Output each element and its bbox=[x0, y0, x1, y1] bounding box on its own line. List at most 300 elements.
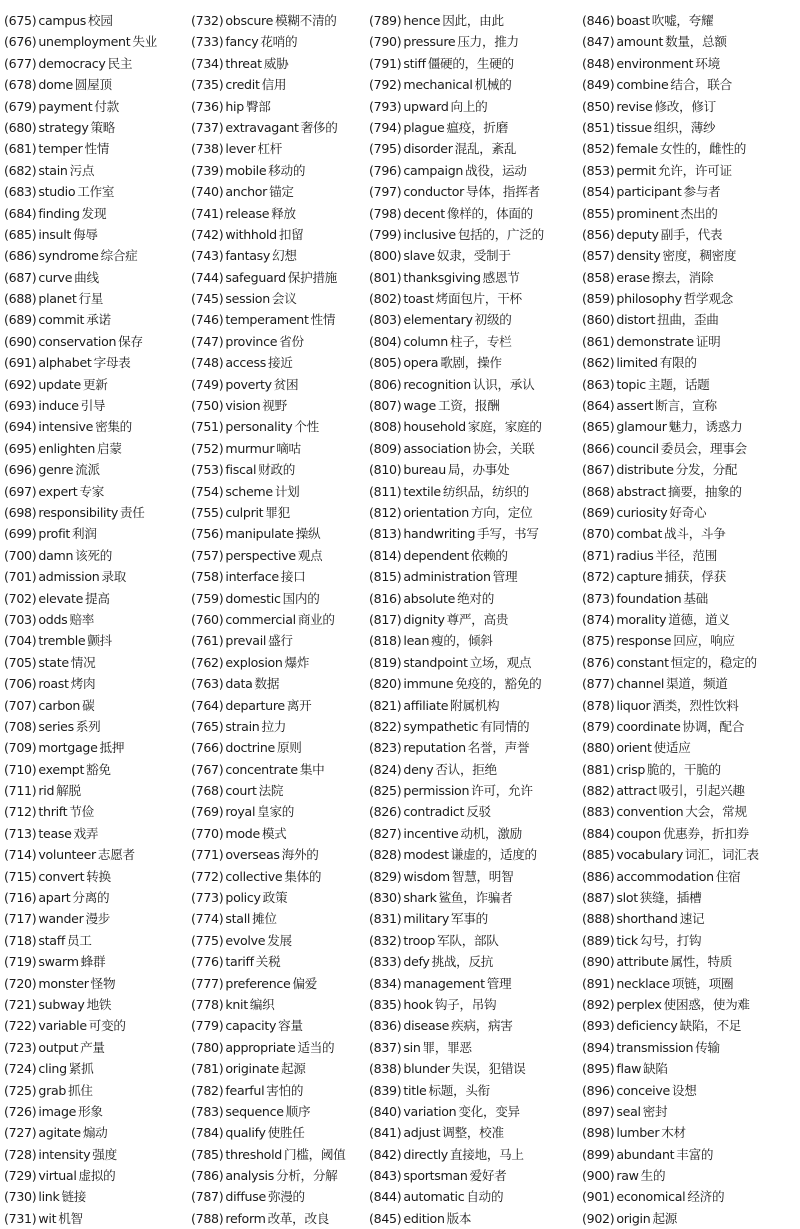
entry-word: opera bbox=[403, 355, 439, 371]
vocab-entry bbox=[369, 203, 579, 224]
entry-word: coupon bbox=[616, 825, 661, 841]
vocab-entry bbox=[4, 117, 188, 138]
vocab-entry bbox=[582, 459, 798, 480]
vocab-entry bbox=[191, 801, 367, 822]
entry-number: (739) bbox=[191, 162, 224, 178]
vocab-entry bbox=[4, 759, 188, 780]
entry-word: thanksgiving bbox=[403, 269, 481, 285]
vocab-entry bbox=[4, 74, 188, 95]
entry-word: odds bbox=[38, 611, 68, 627]
entry-meaning: 保存 bbox=[118, 333, 143, 349]
entry-word: rid bbox=[38, 783, 55, 799]
entry-word: sequence bbox=[225, 1103, 284, 1119]
entry-meaning: 军事的 bbox=[451, 911, 488, 927]
vocab-entry bbox=[4, 1015, 188, 1036]
vocab-entry bbox=[369, 267, 579, 288]
entry-word: session bbox=[225, 291, 270, 307]
entry-number: (785) bbox=[191, 1146, 224, 1162]
entry-number: (727) bbox=[4, 1125, 37, 1141]
entry-word: cling bbox=[38, 1061, 67, 1077]
vocab-entry bbox=[369, 1015, 579, 1036]
vocab-entry bbox=[582, 994, 798, 1015]
vocab-entry bbox=[4, 203, 188, 224]
entry-meaning: 机智 bbox=[58, 1210, 83, 1226]
entry-word: mobile bbox=[225, 162, 267, 178]
entry-word: modest bbox=[403, 847, 449, 863]
entry-number: (846) bbox=[582, 13, 615, 28]
entry-word: responsibility bbox=[38, 504, 119, 520]
entry-word: title bbox=[403, 1082, 427, 1098]
vocab-entry bbox=[4, 866, 188, 887]
entry-meaning: 酒类，烈性饮料 bbox=[652, 697, 739, 713]
entry-meaning: 集体的 bbox=[284, 868, 322, 884]
entry-number: (891) bbox=[582, 975, 615, 991]
vocab-entry bbox=[191, 74, 367, 95]
entry-word: abstract bbox=[616, 483, 666, 499]
entry-meaning: 脆的，干脆的 bbox=[647, 761, 721, 777]
entry-number: (852) bbox=[582, 141, 615, 157]
entry-meaning: 臀部 bbox=[245, 98, 271, 114]
entry-word: absolute bbox=[403, 590, 456, 606]
entry-number: (844) bbox=[369, 1189, 402, 1205]
entry-word: mechanical bbox=[403, 77, 473, 93]
entry-meaning: 字母表 bbox=[93, 355, 131, 371]
vocab-entry bbox=[582, 801, 798, 822]
entry-word: distribute bbox=[616, 462, 674, 478]
entry-word: data bbox=[225, 676, 253, 692]
entry-meaning: 属性，特质 bbox=[670, 954, 733, 970]
entry-word: stain bbox=[38, 162, 68, 178]
entry-meaning: 漫步 bbox=[85, 911, 111, 927]
vocab-entry bbox=[582, 203, 798, 224]
entry-number: (677) bbox=[4, 55, 37, 71]
entry-meaning: 解脱 bbox=[56, 783, 81, 799]
vocab-entry bbox=[191, 331, 367, 352]
entry-meaning: 擦去，消除 bbox=[651, 269, 714, 285]
vocab-entry bbox=[4, 10, 188, 31]
entry-word: credit bbox=[225, 77, 260, 93]
vocab-entry bbox=[191, 160, 367, 181]
entry-meaning: 信用 bbox=[261, 77, 287, 93]
vocab-entry bbox=[191, 759, 367, 780]
entry-number: (874) bbox=[582, 611, 615, 627]
entry-meaning: 录取 bbox=[101, 569, 127, 585]
entry-number: (778) bbox=[191, 996, 224, 1012]
vocab-entry bbox=[369, 1208, 579, 1229]
entry-word: directly bbox=[403, 1146, 448, 1162]
entry-meaning: 利润 bbox=[72, 526, 97, 542]
vocab-entry bbox=[369, 566, 579, 587]
entry-meaning: 挑战，反抗 bbox=[431, 954, 494, 970]
entry-number: (869) bbox=[582, 504, 615, 520]
entry-meaning: 吹嘘，夸耀 bbox=[651, 13, 714, 28]
vocab-entry bbox=[191, 1080, 367, 1101]
entry-word: dignity bbox=[403, 611, 445, 627]
entry-meaning: 强度 bbox=[92, 1146, 117, 1162]
entry-word: wit bbox=[38, 1210, 57, 1226]
entry-number: (703) bbox=[4, 611, 37, 627]
entry-number: (770) bbox=[191, 825, 224, 841]
entry-word: update bbox=[38, 376, 81, 392]
entry-number: (696) bbox=[4, 462, 37, 478]
entry-word: reputation bbox=[403, 740, 466, 756]
entry-number: (707) bbox=[4, 697, 37, 713]
vocab-entry bbox=[582, 545, 798, 566]
vocab-entry bbox=[4, 994, 188, 1015]
entry-word: curve bbox=[38, 269, 73, 285]
entry-number: (871) bbox=[582, 547, 615, 563]
entry-word: economical bbox=[616, 1189, 686, 1205]
vocab-entry bbox=[369, 994, 579, 1015]
vocab-entry bbox=[191, 716, 367, 737]
entry-meaning: 模糊不清的 bbox=[275, 13, 337, 28]
entry-number: (686) bbox=[4, 248, 37, 264]
entry-number: (810) bbox=[369, 462, 402, 478]
entry-word: state bbox=[38, 654, 69, 670]
entry-number: (865) bbox=[582, 419, 615, 435]
vocab-entry bbox=[582, 331, 798, 352]
entry-meaning: 工作室 bbox=[77, 184, 115, 200]
entry-word: sportsman bbox=[403, 1168, 468, 1184]
vocab-entry bbox=[369, 588, 579, 609]
vocab-entry bbox=[369, 673, 579, 694]
entry-word: domestic bbox=[225, 590, 281, 606]
entry-meaning: 顺序 bbox=[285, 1103, 311, 1119]
entry-number: (752) bbox=[191, 440, 224, 456]
entry-meaning: 形象 bbox=[78, 1103, 103, 1119]
entry-word: commercial bbox=[225, 611, 296, 627]
vocab-entry bbox=[191, 117, 367, 138]
entry-meaning: 烤面包片，干杯 bbox=[435, 291, 522, 307]
vocab-entry bbox=[191, 844, 367, 865]
vocab-entry bbox=[582, 416, 798, 437]
entry-number: (860) bbox=[582, 312, 615, 328]
entry-meaning: 失业 bbox=[132, 34, 157, 50]
entry-word: tariff bbox=[225, 954, 254, 970]
entry-meaning: 移动的 bbox=[268, 162, 306, 178]
entry-number: (734) bbox=[191, 55, 224, 71]
entry-word: conservation bbox=[38, 333, 117, 349]
entry-word: coordinate bbox=[616, 718, 681, 734]
entry-number: (754) bbox=[191, 483, 224, 499]
entry-number: (805) bbox=[369, 355, 402, 371]
entry-meaning: 地铁 bbox=[86, 996, 112, 1012]
entry-number: (705) bbox=[4, 654, 37, 670]
entry-word: textile bbox=[403, 483, 441, 499]
entry-number: (892) bbox=[582, 996, 615, 1012]
entry-word: mode bbox=[225, 825, 260, 841]
entry-number: (884) bbox=[582, 825, 615, 841]
entry-word: intensity bbox=[38, 1146, 91, 1162]
entry-number: (757) bbox=[191, 547, 224, 563]
entry-number: (783) bbox=[191, 1103, 224, 1119]
vocab-entry bbox=[191, 138, 367, 159]
entry-meaning: 疾病，病害 bbox=[451, 1018, 513, 1034]
vocab-entry bbox=[582, 887, 798, 908]
entry-number: (719) bbox=[4, 954, 37, 970]
entry-meaning: 结合，联合 bbox=[670, 77, 732, 93]
vocab-entry bbox=[4, 1165, 188, 1186]
entry-number: (766) bbox=[191, 740, 224, 756]
entry-number: (713) bbox=[4, 825, 37, 841]
entry-number: (802) bbox=[369, 291, 402, 307]
entry-number: (748) bbox=[191, 355, 224, 371]
entry-number: (877) bbox=[582, 676, 615, 692]
entry-number: (706) bbox=[4, 676, 37, 692]
entry-meaning: 瘦的，倾斜 bbox=[431, 633, 493, 649]
entry-meaning: 商业的 bbox=[297, 611, 335, 627]
vocab-entry bbox=[4, 1080, 188, 1101]
entry-meaning: 海外的 bbox=[281, 847, 319, 863]
entry-meaning: 付款 bbox=[94, 98, 119, 114]
entry-word: revise bbox=[616, 98, 653, 114]
vocab-entry bbox=[582, 395, 798, 416]
entry-word: abundant bbox=[616, 1146, 675, 1162]
entry-word: thrift bbox=[38, 804, 68, 820]
vocab-entry bbox=[369, 695, 579, 716]
vocab-column-1 bbox=[4, 10, 188, 1229]
entry-meaning: 保护措施 bbox=[287, 269, 337, 285]
entry-word: collective bbox=[225, 868, 283, 884]
entry-number: (730) bbox=[4, 1189, 37, 1205]
entry-meaning: 否认，拒绝 bbox=[435, 761, 497, 777]
vocab-entry bbox=[582, 908, 798, 929]
entry-number: (715) bbox=[4, 868, 37, 884]
entry-number: (765) bbox=[191, 718, 224, 734]
vocab-entry bbox=[4, 502, 188, 523]
entry-meaning: 家庭，家庭的 bbox=[467, 419, 542, 435]
entry-meaning: 拉力 bbox=[261, 718, 287, 734]
entry-meaning: 分发，分配 bbox=[675, 462, 738, 478]
entry-meaning: 校园 bbox=[88, 13, 113, 28]
entry-number: (755) bbox=[191, 504, 224, 520]
vocab-entry bbox=[4, 31, 188, 52]
entry-meaning: 摘要，抽象的 bbox=[667, 483, 742, 499]
vocab-entry bbox=[191, 395, 367, 416]
entry-number: (741) bbox=[191, 205, 224, 221]
entry-word: diffuse bbox=[225, 1189, 266, 1205]
vocab-entry bbox=[369, 609, 579, 630]
entry-word: elevate bbox=[38, 590, 84, 606]
entry-number: (700) bbox=[4, 547, 37, 563]
entry-number: (813) bbox=[369, 526, 402, 542]
entry-meaning: 词汇，词汇表 bbox=[685, 847, 759, 863]
entry-number: (880) bbox=[582, 740, 615, 756]
entry-meaning: 密度，稠密度 bbox=[662, 248, 737, 264]
entry-meaning: 弥漫的 bbox=[267, 1189, 305, 1205]
entry-word: obscure bbox=[225, 13, 274, 28]
entry-number: (794) bbox=[369, 119, 402, 135]
entry-word: slot bbox=[616, 890, 638, 906]
entry-number: (840) bbox=[369, 1103, 402, 1119]
entry-word: glamour bbox=[616, 419, 667, 435]
vocab-entry bbox=[369, 352, 579, 373]
vocab-entry bbox=[191, 695, 367, 716]
entry-number: (881) bbox=[582, 761, 615, 777]
entry-meaning: 员工 bbox=[66, 932, 92, 948]
vocab-entry bbox=[4, 930, 188, 951]
entry-number: (709) bbox=[4, 740, 37, 756]
entry-meaning: 证明 bbox=[695, 333, 721, 349]
vocab-entry bbox=[191, 1208, 367, 1229]
vocab-entry bbox=[191, 416, 367, 437]
entry-meaning: 适当的 bbox=[297, 1039, 335, 1055]
entry-meaning: 编织 bbox=[249, 996, 275, 1012]
entry-number: (728) bbox=[4, 1146, 37, 1162]
entry-meaning: 集中 bbox=[299, 761, 325, 777]
entry-word: temperament bbox=[225, 312, 309, 328]
entry-meaning: 奴隶，受制于 bbox=[436, 248, 511, 264]
entry-meaning: 大会，常规 bbox=[685, 804, 747, 820]
entry-number: (774) bbox=[191, 911, 224, 927]
entry-number: (847) bbox=[582, 34, 615, 50]
entry-number: (762) bbox=[191, 654, 224, 670]
entry-number: (873) bbox=[582, 590, 615, 606]
entry-word: administration bbox=[403, 569, 491, 585]
vocab-entry bbox=[191, 53, 367, 74]
entry-number: (714) bbox=[4, 847, 37, 863]
entry-number: (678) bbox=[4, 77, 37, 93]
vocab-entry bbox=[4, 245, 188, 266]
vocab-entry bbox=[582, 695, 798, 716]
entry-number: (803) bbox=[369, 312, 402, 328]
vocab-entry bbox=[582, 951, 798, 972]
entry-word: erase bbox=[616, 269, 650, 285]
entry-number: (804) bbox=[369, 333, 402, 349]
entry-meaning: 断言，宣称 bbox=[655, 398, 717, 414]
vocab-entry bbox=[4, 481, 188, 502]
entry-meaning: 谦虚的，适度的 bbox=[450, 847, 537, 863]
entry-number: (835) bbox=[369, 996, 402, 1012]
entry-meaning: 委员会，理事会 bbox=[660, 440, 747, 456]
entry-number: (850) bbox=[582, 98, 615, 114]
entry-word: management bbox=[403, 975, 485, 991]
entry-meaning: 允许，许可证 bbox=[657, 162, 732, 178]
vocab-entry bbox=[191, 10, 367, 31]
vocab-entry bbox=[4, 438, 188, 459]
vocab-entry bbox=[191, 566, 367, 587]
entry-number: (898) bbox=[582, 1125, 615, 1141]
entry-word: grab bbox=[38, 1082, 67, 1098]
entry-number: (710) bbox=[4, 761, 37, 777]
entry-word: flaw bbox=[616, 1061, 642, 1077]
entry-meaning: 害怕的 bbox=[266, 1082, 304, 1098]
entry-number: (868) bbox=[582, 483, 615, 499]
vocab-entry bbox=[4, 801, 188, 822]
entry-meaning: 免疫的，豁免的 bbox=[455, 676, 542, 692]
entry-meaning: 侮辱 bbox=[73, 226, 98, 242]
entry-word: constant bbox=[616, 654, 669, 670]
vocab-entry bbox=[369, 53, 579, 74]
entry-meaning: 因此，由此 bbox=[442, 13, 504, 28]
vocab-entry bbox=[369, 245, 579, 266]
entry-number: (720) bbox=[4, 975, 37, 991]
vocab-entry bbox=[582, 759, 798, 780]
entry-meaning: 管理 bbox=[492, 569, 518, 585]
entry-number: (767) bbox=[191, 761, 224, 777]
vocab-entry bbox=[4, 53, 188, 74]
entry-word: prominent bbox=[616, 205, 679, 221]
entry-number: (862) bbox=[582, 355, 615, 371]
entry-number: (829) bbox=[369, 868, 402, 884]
entry-number: (897) bbox=[582, 1103, 615, 1119]
entry-word: tissue bbox=[616, 119, 652, 135]
vocab-entry bbox=[582, 1144, 798, 1165]
entry-word: mortgage bbox=[38, 740, 98, 756]
entry-word: campus bbox=[38, 13, 87, 28]
entry-meaning: 污点 bbox=[69, 162, 95, 178]
entry-number: (760) bbox=[191, 611, 224, 627]
vocab-entry bbox=[191, 1165, 367, 1186]
entry-meaning: 曲线 bbox=[74, 269, 99, 285]
entry-number: (856) bbox=[582, 226, 615, 242]
entry-word: profit bbox=[38, 526, 71, 542]
vocab-entry bbox=[369, 887, 579, 908]
entry-word: admission bbox=[38, 569, 100, 585]
entry-word: analysis bbox=[225, 1168, 274, 1184]
entry-number: (843) bbox=[369, 1168, 402, 1184]
entry-word: staff bbox=[38, 932, 65, 948]
vocab-entry bbox=[191, 523, 367, 544]
entry-meaning: 渠道，频道 bbox=[666, 676, 728, 692]
entry-word: unemployment bbox=[38, 34, 131, 50]
vocab-entry bbox=[582, 481, 798, 502]
entry-word: morality bbox=[616, 611, 667, 627]
entry-word: seal bbox=[616, 1103, 641, 1119]
entry-word: safeguard bbox=[225, 269, 286, 285]
vocab-entry bbox=[4, 652, 188, 673]
vocab-entry bbox=[582, 1080, 798, 1101]
entry-word: genre bbox=[38, 462, 74, 478]
entry-meaning: 压力，推力 bbox=[457, 34, 519, 50]
vocab-entry bbox=[369, 759, 579, 780]
entry-number: (872) bbox=[582, 569, 615, 585]
vocab-entry bbox=[4, 1186, 188, 1207]
vocab-entry bbox=[369, 395, 579, 416]
entry-word: originate bbox=[225, 1061, 279, 1077]
vocab-entry bbox=[191, 737, 367, 758]
entry-word: deny bbox=[403, 761, 434, 777]
entry-meaning: 性情 bbox=[310, 312, 336, 328]
entry-number: (780) bbox=[191, 1039, 224, 1055]
entry-number: (690) bbox=[4, 333, 37, 349]
entry-number: (789) bbox=[369, 13, 402, 28]
entry-number: (773) bbox=[191, 890, 224, 906]
entry-word: stiff bbox=[403, 55, 426, 71]
vocab-entry bbox=[4, 1037, 188, 1058]
entry-meaning: 民主 bbox=[107, 55, 133, 71]
vocab-entry bbox=[191, 630, 367, 651]
vocab-entry bbox=[4, 844, 188, 865]
vocab-entry bbox=[582, 652, 798, 673]
entry-meaning: 启蒙 bbox=[97, 440, 122, 456]
entry-number: (729) bbox=[4, 1168, 37, 1184]
entry-meaning: 节俭 bbox=[69, 804, 94, 820]
entry-number: (712) bbox=[4, 804, 37, 820]
entry-meaning: 省份 bbox=[279, 333, 304, 349]
vocab-entry bbox=[4, 224, 188, 245]
entry-word: edition bbox=[403, 1210, 445, 1226]
entry-word: dependent bbox=[403, 547, 469, 563]
entry-number: (769) bbox=[191, 804, 224, 820]
entry-word: sympathetic bbox=[403, 718, 479, 734]
vocab-entry bbox=[4, 973, 188, 994]
entry-meaning: 狭缝，插槽 bbox=[639, 890, 702, 906]
entry-meaning: 机械的 bbox=[474, 77, 512, 93]
entry-meaning: 视野 bbox=[262, 398, 287, 414]
entry-word: topic bbox=[616, 376, 646, 392]
entry-meaning: 标题，头衔 bbox=[428, 1082, 490, 1098]
